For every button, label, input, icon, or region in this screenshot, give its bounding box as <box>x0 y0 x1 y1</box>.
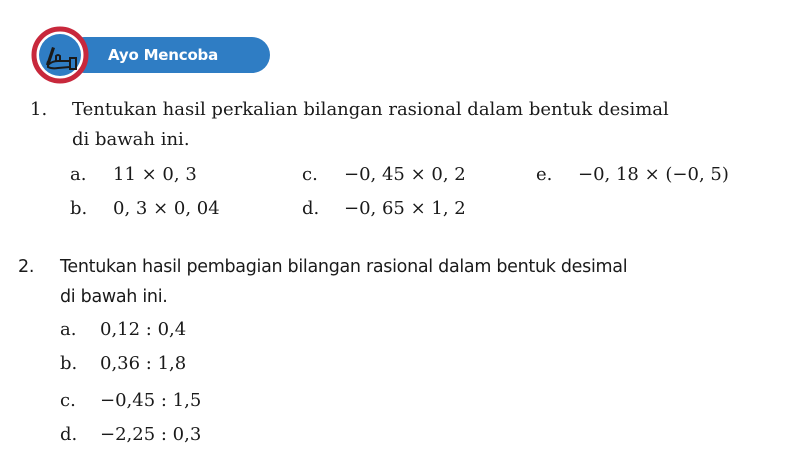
question-text-line1: Tentukan hasil perkalian bilangan rasional dalam bentuk desimal <box>72 99 669 120</box>
option-expression: −0, 18 × (−0, 5) <box>578 164 729 185</box>
option-letter: c. <box>302 164 318 185</box>
option-expression: −0,45 : 1,5 <box>100 390 202 411</box>
question-number: 1. <box>30 99 48 120</box>
question-1 <box>30 95 770 235</box>
option-expression: 0,36 : 1,8 <box>100 353 187 374</box>
option-letter: d. <box>60 424 78 445</box>
option-letter: a. <box>70 164 87 185</box>
option-expression: 0, 3 × 0, 04 <box>113 198 220 219</box>
option-letter: d. <box>302 198 320 219</box>
question-2 <box>18 252 778 462</box>
option-letter: b. <box>70 198 88 219</box>
option-letter: c. <box>60 390 76 411</box>
option-expression: 0,12 : 0,4 <box>100 319 187 340</box>
option-expression: −2,25 : 0,3 <box>100 424 202 445</box>
question-text-line2: di bawah ini. <box>60 287 168 307</box>
option-expression: −0, 45 × 0, 2 <box>344 164 466 185</box>
option-letter: a. <box>60 319 77 340</box>
section-badge <box>30 25 245 85</box>
option-expression: −0, 65 × 1, 2 <box>344 198 466 219</box>
badge-label: Ayo Mencoba <box>108 46 219 64</box>
question-text-line2: di bawah ini. <box>72 129 190 150</box>
pencil-hand-icon <box>30 25 90 85</box>
option-letter: e. <box>536 164 553 185</box>
option-letter: b. <box>60 353 78 374</box>
question-text-line1: Tentukan hasil pembagian bilangan rasional dalam bentuk desimal <box>60 257 628 277</box>
question-number: 2. <box>18 257 35 277</box>
option-expression: 11 × 0, 3 <box>113 164 197 185</box>
